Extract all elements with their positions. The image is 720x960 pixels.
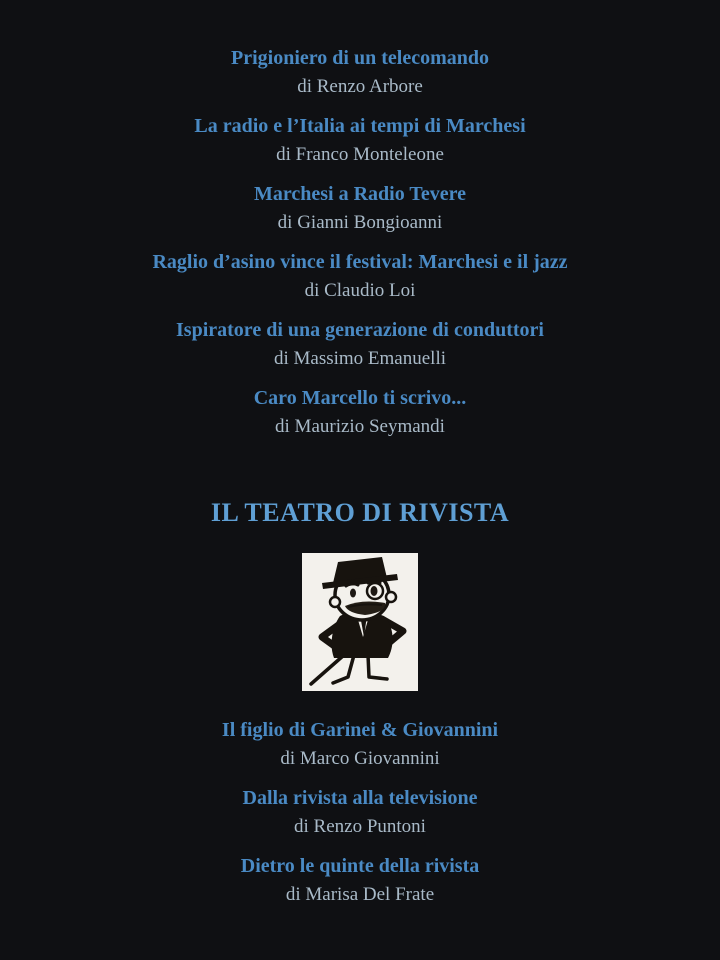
section-heading-teatro-di-rivista: IL TEATRO DI RIVISTA — [210, 498, 510, 527]
entry-author: di Maurizio Seymandi — [275, 416, 445, 437]
toc-entry — [0, 716, 720, 773]
entry-title: Caro Marcello ti scrivo... — [253, 387, 467, 409]
toc-entry — [0, 44, 720, 101]
entry-author: di Marco Giovannini — [280, 748, 440, 769]
toc-entry — [0, 784, 720, 841]
entry-author: di Franco Monteleone — [276, 144, 444, 165]
toc-entry — [0, 248, 720, 305]
entry-title: Il figlio di Garinei & Giovannini — [221, 719, 499, 741]
entry-title: Dalla rivista alla televisione — [242, 787, 478, 809]
entry-title: Raglio d’asino vince il festival: Marchesi e il jazz — [152, 251, 568, 273]
entry-title: Marchesi a Radio Tevere — [253, 183, 467, 205]
toc-entry — [0, 384, 720, 441]
entry-title: Prigioniero di un telecomando — [231, 47, 489, 69]
toc-entry — [0, 180, 720, 237]
entry-author: di Massimo Emanuelli — [273, 348, 447, 369]
entry-author: di Gianni Bongioanni — [277, 212, 443, 233]
illustration-container — [0, 553, 720, 691]
entry-author: di Renzo Arbore — [297, 76, 423, 97]
rivista-section-entries — [0, 716, 720, 909]
toc-entry — [0, 852, 720, 909]
entry-author: di Claudio Loi — [304, 280, 416, 301]
radio-section-entries — [0, 0, 720, 441]
entry-title: Dietro le quinte della rivista — [240, 855, 480, 877]
entry-title: Ispiratore di una generazione di conduttori — [176, 319, 544, 341]
entry-author: di Marisa Del Frate — [285, 884, 435, 905]
entry-title: La radio e l’Italia ai tempi di Marchesi — [194, 115, 526, 137]
caricature-man-illustration — [302, 553, 418, 691]
entry-author: di Renzo Puntoni — [294, 816, 426, 837]
toc-entry — [0, 316, 720, 373]
toc-entry — [0, 112, 720, 169]
